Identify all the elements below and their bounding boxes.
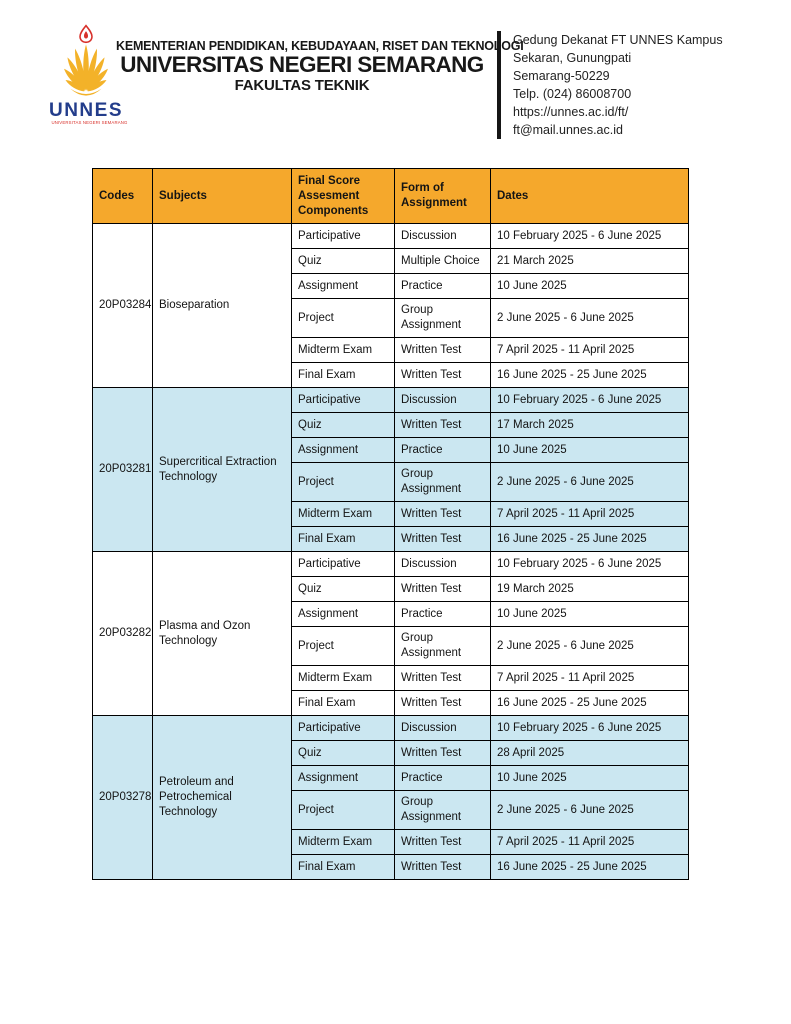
form-cell: Written Test	[395, 691, 491, 716]
dates-cell: 2 June 2025 - 6 June 2025	[491, 463, 689, 502]
unnes-logo-tagline: UNIVERSITAS NEGERI SEMARANG	[51, 121, 128, 126]
component-cell: Assignment	[292, 274, 395, 299]
component-cell: Project	[292, 299, 395, 338]
assessment-row	[93, 552, 689, 577]
course-subject-cell: Petroleum and Petrochemical Technology	[153, 716, 292, 880]
component-cell: Final Exam	[292, 691, 395, 716]
component-cell: Participative	[292, 388, 395, 413]
form-cell: Written Test	[395, 338, 491, 363]
header-form: Form of Assignment	[395, 169, 491, 224]
form-cell: Written Test	[395, 527, 491, 552]
header-components: Final Score Assesment Components	[292, 169, 395, 224]
form-cell: Discussion	[395, 388, 491, 413]
dates-cell: 10 February 2025 - 6 June 2025	[491, 388, 689, 413]
dates-cell: 7 April 2025 - 11 April 2025	[491, 502, 689, 527]
component-cell: Midterm Exam	[292, 666, 395, 691]
course-code-cell: 20P03284	[93, 224, 153, 388]
header-subjects: Subjects	[153, 169, 292, 224]
header-dates: Dates	[491, 169, 689, 224]
unnes-logo-text: UNNES	[48, 100, 123, 121]
form-cell: Written Test	[395, 363, 491, 388]
component-cell: Quiz	[292, 741, 395, 766]
component-cell: Midterm Exam	[292, 830, 395, 855]
dates-cell: 10 February 2025 - 6 June 2025	[491, 716, 689, 741]
component-cell: Quiz	[292, 249, 395, 274]
dates-cell: 19 March 2025	[491, 577, 689, 602]
dates-cell: 16 June 2025 - 25 June 2025	[491, 527, 689, 552]
dates-cell: 16 June 2025 - 25 June 2025	[491, 855, 689, 880]
form-cell: Written Test	[395, 830, 491, 855]
component-cell: Quiz	[292, 577, 395, 602]
dates-cell: 10 June 2025	[491, 438, 689, 463]
component-cell: Assignment	[292, 438, 395, 463]
form-cell: Written Test	[395, 666, 491, 691]
form-cell: Group Assignment	[395, 463, 491, 502]
form-cell: Written Test	[395, 577, 491, 602]
table-body	[93, 224, 689, 880]
component-cell: Final Exam	[292, 363, 395, 388]
dates-cell: 21 March 2025	[491, 249, 689, 274]
assessment-table	[92, 168, 689, 880]
contact-line-city: Semarang-50229	[513, 69, 610, 83]
dates-cell: 10 June 2025	[491, 274, 689, 299]
component-cell: Project	[292, 791, 395, 830]
contact-line-address2: Sekaran, Gunungpati	[513, 51, 632, 65]
form-cell: Practice	[395, 602, 491, 627]
form-cell: Group Assignment	[395, 791, 491, 830]
table-header-row	[93, 169, 689, 224]
component-cell: Midterm Exam	[292, 338, 395, 363]
form-cell: Written Test	[395, 413, 491, 438]
table-header	[93, 169, 689, 224]
form-cell: Discussion	[395, 552, 491, 577]
dates-cell: 10 June 2025	[491, 602, 689, 627]
header-codes: Codes	[93, 169, 153, 224]
component-cell: Project	[292, 463, 395, 502]
dates-cell: 7 April 2025 - 11 April 2025	[491, 830, 689, 855]
form-cell: Practice	[395, 438, 491, 463]
form-cell: Written Test	[395, 741, 491, 766]
form-cell: Discussion	[395, 716, 491, 741]
form-cell: Written Test	[395, 855, 491, 880]
form-cell: Practice	[395, 766, 491, 791]
assessment-row	[93, 716, 689, 741]
contact-line-email: ft@mail.unnes.ac.id	[513, 123, 623, 137]
component-cell: Project	[292, 627, 395, 666]
course-code-cell: 20P03278	[93, 716, 153, 880]
assessment-row	[93, 224, 689, 249]
course-subject-cell: Supercritical Extraction Technology	[153, 388, 292, 552]
dates-cell: 7 April 2025 - 11 April 2025	[491, 666, 689, 691]
component-cell: Quiz	[292, 413, 395, 438]
ministry-line: KEMENTERIAN PENDIDIKAN, KEBUDAYAAN, RISET DAN TEKNOLOGI	[116, 39, 524, 53]
course-code-cell: 20P03281	[93, 388, 153, 552]
dates-cell: 10 February 2025 - 6 June 2025	[491, 552, 689, 577]
component-cell: Assignment	[292, 602, 395, 627]
contact-line-phone: Telp. (024) 86008700	[513, 87, 632, 101]
course-code-cell: 20P03282	[93, 552, 153, 716]
dates-cell: 7 April 2025 - 11 April 2025	[491, 338, 689, 363]
form-cell: Written Test	[395, 502, 491, 527]
assessment-row	[93, 388, 689, 413]
component-cell: Participative	[292, 552, 395, 577]
form-cell: Group Assignment	[395, 299, 491, 338]
letterhead-title-block	[116, 39, 524, 95]
course-subject-cell: Plasma and Ozon Technology	[153, 552, 292, 716]
form-cell: Group Assignment	[395, 627, 491, 666]
component-cell: Midterm Exam	[292, 502, 395, 527]
dates-cell: 10 February 2025 - 6 June 2025	[491, 224, 689, 249]
dates-cell: 2 June 2025 - 6 June 2025	[491, 791, 689, 830]
contact-line-address1: Gedung Dekanat FT UNNES Kampus	[513, 33, 723, 47]
component-cell: Final Exam	[292, 527, 395, 552]
component-cell: Assignment	[292, 766, 395, 791]
contact-block	[497, 31, 723, 139]
contact-line-website: https://unnes.ac.id/ft/	[513, 105, 629, 119]
form-cell: Practice	[395, 274, 491, 299]
dates-cell: 2 June 2025 - 6 June 2025	[491, 299, 689, 338]
dates-cell: 16 June 2025 - 25 June 2025	[491, 691, 689, 716]
dates-cell: 10 June 2025	[491, 766, 689, 791]
course-subject-cell: Bioseparation	[153, 224, 292, 388]
faculty-name: FAKULTAS TEKNIK	[234, 77, 370, 95]
dates-cell: 16 June 2025 - 25 June 2025	[491, 363, 689, 388]
component-cell: Participative	[292, 716, 395, 741]
form-cell: Multiple Choice	[395, 249, 491, 274]
dates-cell: 28 April 2025	[491, 741, 689, 766]
form-cell: Discussion	[395, 224, 491, 249]
dates-cell: 2 June 2025 - 6 June 2025	[491, 627, 689, 666]
component-cell: Final Exam	[292, 855, 395, 880]
university-name: UNIVERSITAS NEGERI SEMARANG	[120, 52, 484, 77]
component-cell: Participative	[292, 224, 395, 249]
dates-cell: 17 March 2025	[491, 413, 689, 438]
